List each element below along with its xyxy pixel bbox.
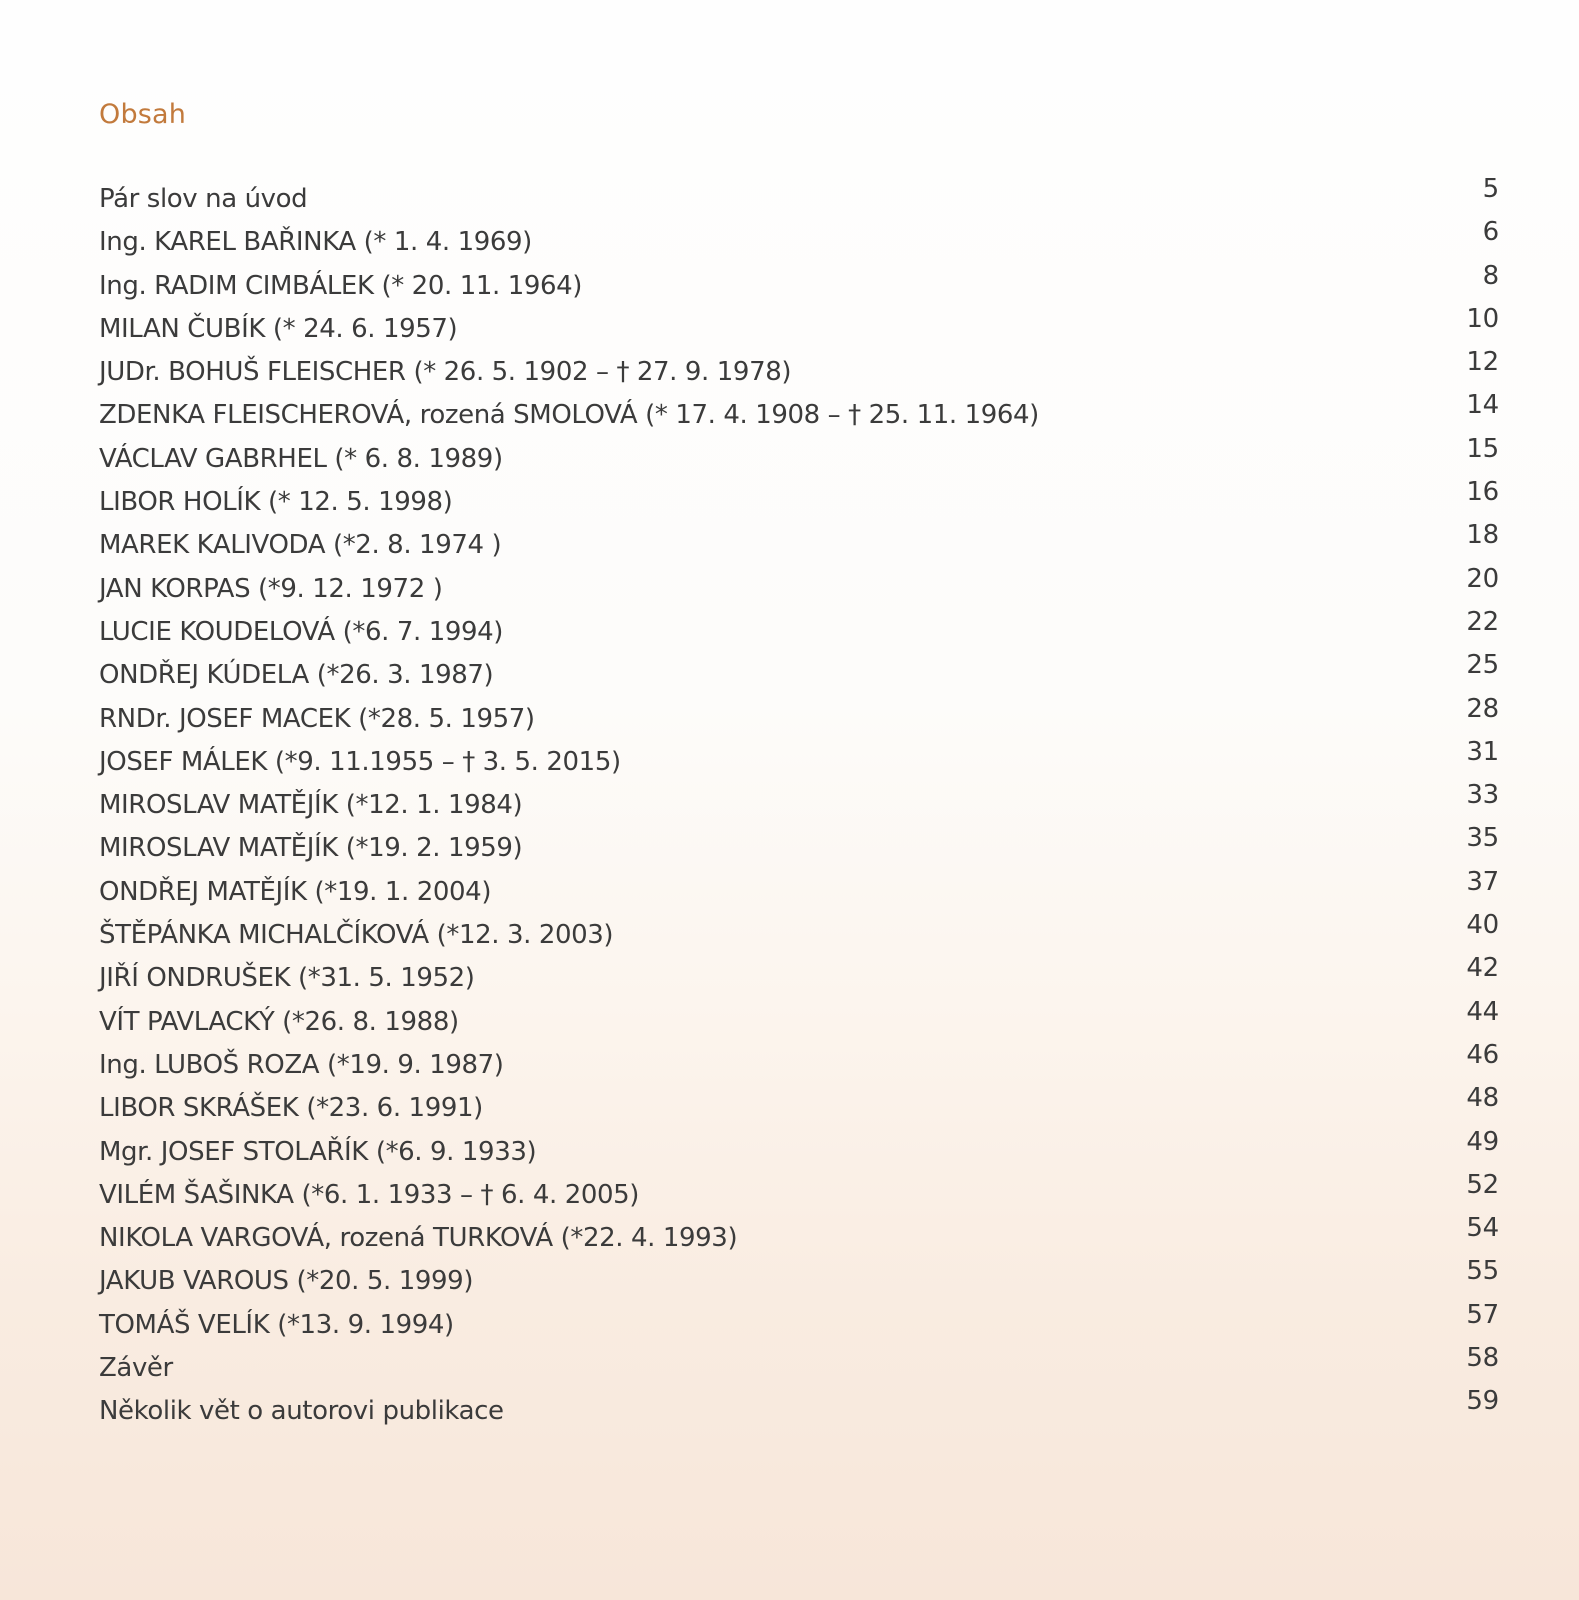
toc-entry-page-number: 48 (1466, 1083, 1499, 1114)
toc-entry-page-number: 33 (1466, 780, 1499, 811)
toc-entry-title: ŠTĚPÁNKA MICHALČÍKOVÁ (*12. 3. 2003) (99, 920, 614, 951)
toc-entry[interactable] (99, 650, 1499, 697)
toc-entry-page-number: 42 (1466, 953, 1499, 984)
toc-entry-title: JIŘÍ ONDRUŠEK (*31. 5. 1952) (99, 963, 475, 994)
toc-entry-page-number: 58 (1466, 1343, 1499, 1374)
toc-entry-page-number: 16 (1466, 477, 1499, 508)
toc-entry-title: RNDr. JOSEF MACEK (*28. 5. 1957) (99, 703, 535, 734)
toc-entry[interactable] (99, 174, 1499, 221)
toc-entry[interactable] (99, 953, 1499, 1000)
toc-entry-title: Závěr (99, 1353, 173, 1384)
toc-entry-page-number: 18 (1466, 520, 1499, 551)
toc-entry-page-number: 15 (1466, 433, 1499, 464)
toc-entry[interactable] (99, 693, 1499, 741)
toc-entry[interactable] (99, 1126, 1499, 1174)
toc-entry-page-number: 59 (1466, 1386, 1499, 1417)
toc-entry-title: Několik vět o autorovi publikace (99, 1396, 504, 1427)
toc-entry-page-number: 20 (1466, 563, 1499, 594)
toc-entry-title: Ing. LUBOŠ ROZA (*19. 9. 1987) (99, 1049, 504, 1080)
toc-entry-title: LIBOR HOLÍK (* 12. 5. 1998) (99, 487, 453, 518)
toc-entry-page-number: 44 (1466, 996, 1499, 1027)
toc-entry-title: VILÉM ŠAŠINKA (*6. 1. 1933 – † 6. 4. 2005) (99, 1179, 640, 1210)
toc-entry[interactable] (99, 1299, 1499, 1347)
toc-entry-title: TOMÁŠ VELÍK (*13. 9. 1994) (99, 1309, 454, 1340)
toc-entry-title: MILAN ČUBÍK (* 24. 6. 1957) (99, 313, 458, 344)
toc-entry[interactable] (99, 303, 1499, 351)
toc-entry-page-number: 52 (1466, 1169, 1499, 1200)
toc-entry-title: VÍT PAVLACKÝ (*26. 8. 1988) (99, 1006, 459, 1037)
toc-entry[interactable] (99, 606, 1499, 654)
toc-entry-title: LUCIE KOUDELOVÁ (*6. 7. 1994) (99, 616, 504, 647)
toc-entry[interactable] (99, 996, 1499, 1044)
toc-entry[interactable] (99, 1343, 1499, 1390)
toc-entry-page-number: 37 (1466, 866, 1499, 897)
toc-entry-title: ZDENKA FLEISCHEROVÁ, rozená SMOLOVÁ (* 17. 4. 1908 – † 25. 11. 1964) (99, 400, 1039, 431)
toc-entry[interactable] (99, 780, 1499, 827)
toc-entry[interactable] (99, 217, 1499, 264)
toc-entry-page-number: 25 (1466, 650, 1499, 681)
toc-entry-page-number: 55 (1466, 1256, 1499, 1287)
toc-entry[interactable] (99, 520, 1499, 567)
toc-entry[interactable] (99, 477, 1499, 524)
toc-entry-title: VÁCLAV GABRHEL (* 6. 8. 1989) (99, 443, 503, 474)
toc-entry-title: MIROSLAV MATĚJÍK (*12. 1. 1984) (99, 790, 523, 821)
toc-entry-title: Mgr. JOSEF STOLAŘÍK (*6. 9. 1933) (99, 1136, 537, 1167)
toc-entry-title: NIKOLA VARGOVÁ, rozená TURKOVÁ (*22. 4. 1993) (99, 1223, 738, 1254)
toc-entry-title: ONDŘEJ MATĚJÍK (*19. 1. 2004) (99, 876, 492, 907)
toc-entry-page-number: 40 (1466, 910, 1499, 941)
toc-entry-title: ONDŘEJ KÚDELA (*26. 3. 1987) (99, 660, 494, 691)
toc-entry-title: Ing. RADIM CIMBÁLEK (* 20. 11. 1964) (99, 270, 583, 301)
toc-entry[interactable] (99, 1256, 1499, 1303)
toc-entry[interactable] (99, 260, 1499, 308)
toc-entry-title: MIROSLAV MATĚJÍK (*19. 2. 1959) (99, 833, 523, 864)
toc-entry-page-number: 6 (1482, 217, 1499, 248)
toc-entry[interactable] (99, 736, 1499, 784)
toc-entry-page-number: 14 (1466, 390, 1499, 421)
toc-entry-title: Ing. KAREL BAŘINKA (* 1. 4. 1969) (99, 227, 532, 258)
toc-entry[interactable] (99, 1039, 1499, 1087)
toc-entry-page-number: 22 (1466, 606, 1499, 637)
toc-entry-page-number: 28 (1466, 693, 1499, 724)
page-title: Obsah (99, 99, 187, 130)
toc-entry[interactable] (99, 390, 1499, 437)
toc-entry[interactable] (99, 563, 1499, 611)
toc-entry[interactable] (99, 433, 1499, 481)
toc-entry-page-number: 5 (1482, 174, 1499, 204)
toc-entry-page-number: 31 (1466, 736, 1499, 767)
toc-entry-page-number: 12 (1466, 347, 1499, 378)
toc-entry-page-number: 46 (1466, 1039, 1499, 1070)
toc-entry[interactable] (99, 1169, 1499, 1217)
toc-entry-page-number: 10 (1466, 303, 1499, 334)
toc-entry-title: Pár slov na úvod (99, 184, 308, 214)
toc-entry-page-number: 49 (1466, 1126, 1499, 1157)
toc-entry-page-number: 54 (1466, 1213, 1499, 1244)
toc-entry[interactable] (99, 347, 1499, 394)
toc-entry-title: JUDr. BOHUŠ FLEISCHER (* 26. 5. 1902 – † 27. 9. 1978) (99, 357, 792, 388)
toc-entry-title: LIBOR SKRÁŠEK (*23. 6. 1991) (99, 1093, 483, 1124)
toc-entry-title: MAREK KALIVODA (*2. 8. 1974 ) (99, 530, 502, 561)
toc-entry-title: JAKUB VAROUS (*20. 5. 1999) (99, 1266, 474, 1297)
toc-entry[interactable] (99, 1083, 1499, 1130)
toc-entry-page-number: 8 (1482, 260, 1499, 291)
toc-entry[interactable] (99, 1213, 1499, 1260)
toc-entry-title: JAN KORPAS (*9. 12. 1972 ) (99, 573, 443, 604)
toc-entry-page-number: 35 (1466, 823, 1499, 854)
toc-entry[interactable] (99, 1386, 1499, 1433)
toc-entry[interactable] (99, 823, 1499, 870)
toc-entry[interactable] (99, 910, 1499, 957)
table-of-contents (99, 174, 1499, 1434)
toc-entry-title: JOSEF MÁLEK (*9. 11.1955 – † 3. 5. 2015) (99, 746, 621, 777)
toc-entry[interactable] (99, 866, 1499, 914)
toc-entry-page-number: 57 (1466, 1299, 1499, 1330)
